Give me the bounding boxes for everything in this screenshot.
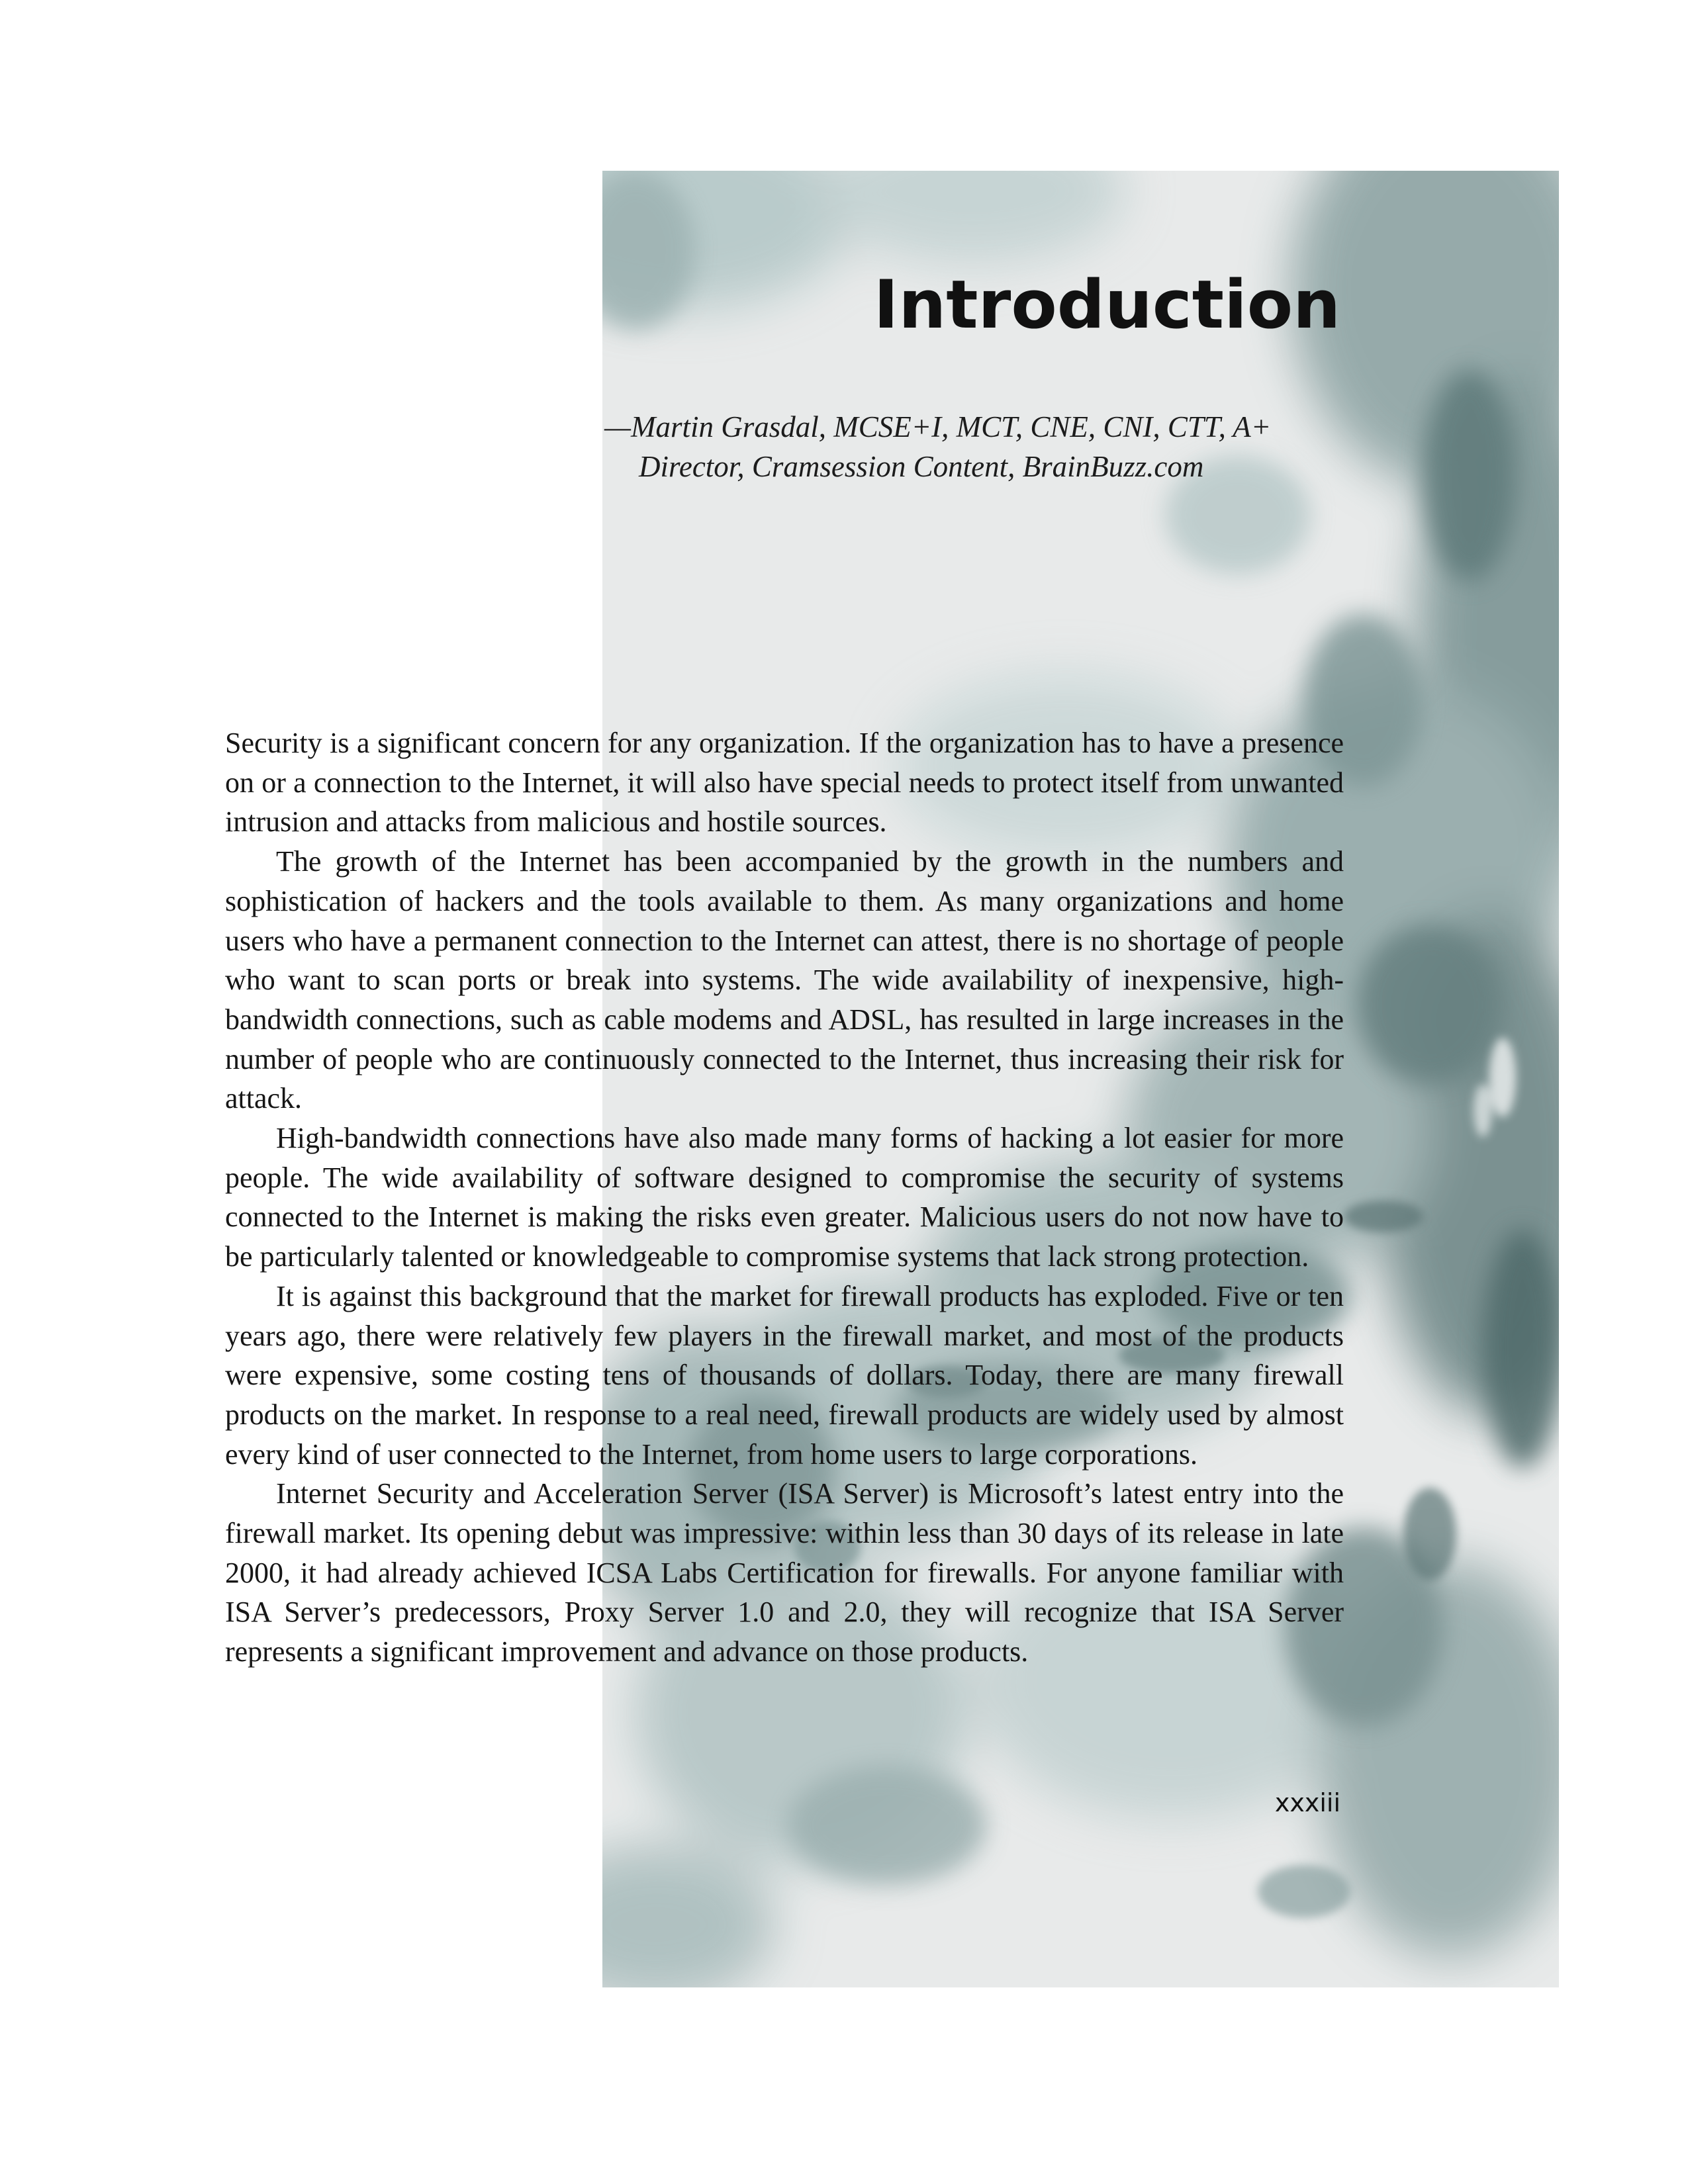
chapter-title: Introduction — [873, 265, 1340, 343]
introduction-body — [225, 723, 1344, 1672]
paragraph-4: It is against this background that the market for firewall products has exploded. Five or ten years ago, there were relatively few players in the firewall market, and most of the products were expensive, some costing tens of thousands of dollars. Today, there are many firewall products on the market. In response to a real need, firewall products are widely used by almost every kind of user connected to the Internet, from home users to large corporations. — [225, 1279, 1344, 1471]
paragraph-1: Security is a significant concern for any organization. If the organization has to have a presence on or a connection to the Internet, it will also have special needs to protect itself from unwanted intrusion and attacks from malicious and hostile sources. — [225, 727, 1344, 839]
page-number: xxxiii — [1274, 1788, 1340, 1817]
paragraph-5: Internet Security and Acceleration Server (ISA Server) is Microsoft’s latest entry into the firewall market. Its opening debut was impressive: within less than 30 days of its release in late 2000, it had already achieved ICSA Labs Certification for firewalls. For anyone familiar with ISA Server’s predecessors, Proxy Server 1.0 and 2.0, they will recognize that ISA Server represents a significant improvement and advance on those products. — [225, 1477, 1344, 1668]
epigraph-byline — [604, 407, 1271, 486]
paragraph-3: High-bandwidth connections have also made many forms of hacking a lot easier for more people. The wide availability of software designed to compromise the security of systems connected to the Internet is making the risks even greater. Malicious users do not now have to be particularly talented or knowledgeable to compromise systems that lack strong protection. — [225, 1122, 1344, 1273]
byline-author: —Martin Grasdal, MCSE+I, MCT, CNE, CNI, CTT, A+ — [604, 410, 1272, 443]
byline-role: Director, Cramsession Content, BrainBuzz.com — [639, 450, 1204, 483]
paragraph-2: The growth of the Internet has been accompanied by the growth in the numbers and sophistication of hackers and the tools available to them. As many organizations and home users who have a permanent connection to the Internet can attest, there is no shortage of people who want to scan ports or break into systems. The wide availability of inexpensive, high-bandwidth connections, such as cable modems and ADSL, has resulted in large increases in the number of people who are continuously connected to the Internet, thus increasing their risk for attack. — [225, 845, 1344, 1115]
